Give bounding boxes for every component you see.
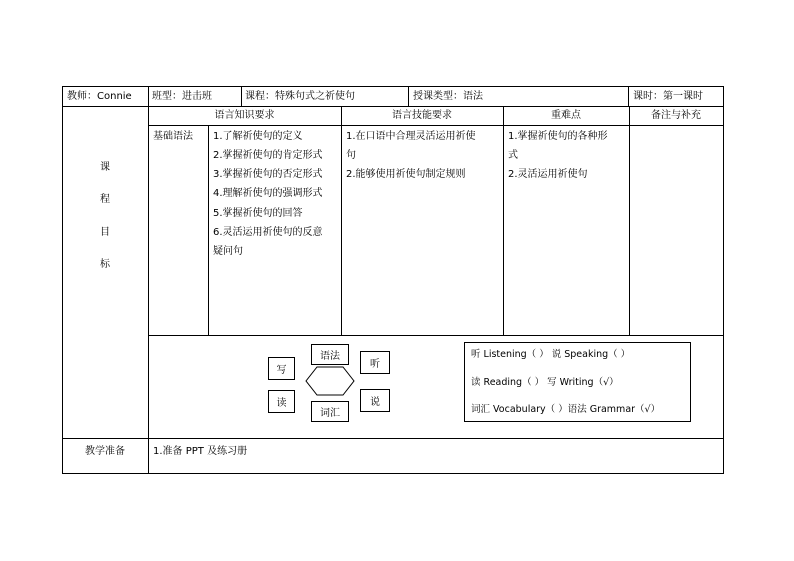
skill-check-row: 读 Reading（ ） 写 Writing（√）	[471, 377, 619, 388]
basic-grammar-label: 基础语法	[153, 131, 193, 142]
header-divider-course	[241, 86, 242, 106]
objective-label-char: 课	[100, 162, 110, 173]
key-points-header: 重难点	[551, 110, 581, 121]
key-point-item: 1.掌握祈使句的各种形	[508, 131, 608, 142]
skill-check-row: 听 Listening（ ） 说 Speaking（ ）	[471, 349, 631, 360]
column-header-bottom	[148, 125, 724, 126]
class-type-cell: 班型：进击班	[152, 91, 212, 102]
objective-label-char: 程	[100, 194, 110, 205]
skill-item: 1.在口语中合理灵活运用祈使	[346, 131, 476, 142]
objectives-content-bottom	[148, 335, 724, 336]
knowledge-item: 3.掌握祈使句的否定形式	[213, 169, 323, 180]
write-box: 写	[268, 357, 295, 380]
vocab-box: 词汇	[311, 401, 349, 422]
skills-hexagon	[305, 366, 355, 396]
key-point-item: 式	[508, 150, 518, 161]
prep-label: 教学准备	[85, 446, 125, 457]
knowledge-item: 疑问句	[213, 246, 243, 257]
read-box: 读	[268, 390, 295, 413]
skills-header: 语言技能要求	[392, 110, 452, 121]
skill-item: 2.能够使用祈使句制定规则	[346, 169, 466, 180]
grammar-box: 语法	[311, 344, 349, 365]
lesson-type-cell: 授课类型：语法	[413, 91, 483, 102]
knowledge-item: 5.掌握祈使句的回答	[213, 208, 303, 219]
prep-content: 1.准备 PPT 及练习册	[153, 446, 248, 457]
table-border-left	[62, 86, 63, 474]
knowledge-header: 语言知识要求	[214, 110, 275, 121]
teacher-cell: 教师：Connie	[67, 91, 132, 102]
skill-item: 句	[346, 150, 356, 161]
skills-keypoints-divider	[503, 106, 504, 335]
objectives-row-bottom	[62, 438, 724, 439]
speak-box: 说	[360, 389, 390, 412]
keypoints-notes-divider	[629, 106, 630, 335]
header-divider-period	[628, 86, 629, 106]
knowledge-item: 2.掌握祈使句的肯定形式	[213, 150, 323, 161]
label-column-divider	[148, 86, 149, 474]
objective-label-char: 目	[100, 227, 110, 238]
knowledge-item: 4.理解祈使句的强调形式	[213, 188, 323, 199]
knowledge-item: 1.了解祈使句的定义	[213, 131, 303, 142]
knowledge-item: 6.灵活运用祈使句的反意	[213, 227, 323, 238]
knowledge-skills-divider	[341, 106, 342, 335]
objective-label-char: 标	[100, 259, 110, 270]
skill-check-row: 词汇 Vocabulary（ ）语法 Grammar（√）	[471, 404, 661, 415]
course-cell: 课程：特殊句式之祈使句	[245, 91, 355, 102]
table-border-bottom	[62, 473, 724, 474]
notes-header: 备注与补充	[651, 110, 701, 121]
listen-box: 听	[360, 351, 390, 374]
period-cell: 课时：第一课时	[633, 91, 703, 102]
table-border-right	[723, 86, 724, 474]
key-point-item: 2.灵活运用祈使句	[508, 169, 588, 180]
header-divider-lesson-type	[408, 86, 409, 106]
basic-grammar-divider	[208, 125, 209, 335]
